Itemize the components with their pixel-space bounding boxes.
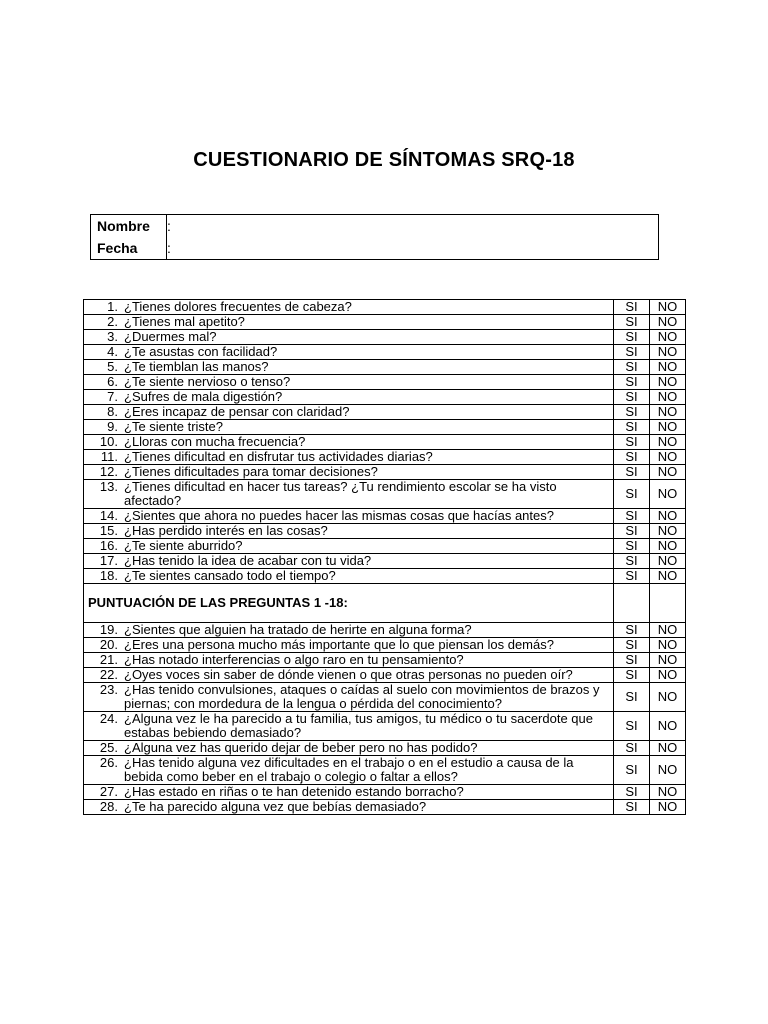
question-cell (84, 360, 614, 375)
answer-si[interactable]: SI (614, 375, 650, 390)
question-text: ¿Alguna vez le ha parecido a tu familia, tus amigos, tu médico o tu sacerdote que estabas bebiendo demasiado? (124, 711, 593, 740)
question-row (84, 800, 686, 815)
question-row (84, 539, 686, 554)
question-item (88, 683, 609, 711)
question-text: ¿Eres una persona mucho más importante que lo que piensan los demás? (124, 637, 554, 652)
answer-no[interactable]: NO (650, 450, 686, 465)
question-cell (84, 569, 614, 584)
question-number: 3. (107, 329, 118, 344)
question-row (84, 375, 686, 390)
answer-si[interactable]: SI (614, 638, 650, 653)
answer-no[interactable]: NO (650, 569, 686, 584)
question-text: ¿Tienes dificultad en disfrutar tus actividades diarias? (124, 449, 433, 464)
question-row (84, 480, 686, 509)
question-cell (84, 300, 614, 315)
question-item (88, 623, 609, 637)
question-row (84, 683, 686, 712)
answer-si[interactable]: SI (614, 683, 650, 712)
answer-no[interactable]: NO (650, 509, 686, 524)
question-cell (84, 375, 614, 390)
question-text: ¿Te siente triste? (124, 419, 223, 434)
question-cell (84, 435, 614, 450)
question-row (84, 785, 686, 800)
question-text: ¿Te siente aburrido? (124, 538, 243, 553)
question-text: ¿Lloras con mucha frecuencia? (124, 434, 306, 449)
answer-no[interactable]: NO (650, 480, 686, 509)
question-item (88, 420, 609, 434)
answer-no[interactable]: NO (650, 330, 686, 345)
question-text: ¿Sientes que ahora no puedes hacer las mismas cosas que hacías antes? (124, 508, 554, 523)
answer-no[interactable]: NO (650, 785, 686, 800)
name-row (91, 215, 659, 238)
question-row (84, 450, 686, 465)
question-number: 14. (99, 508, 118, 523)
answer-no[interactable]: NO (650, 435, 686, 450)
answer-no[interactable]: NO (650, 638, 686, 653)
answer-si[interactable]: SI (614, 405, 650, 420)
question-cell (84, 345, 614, 360)
question-cell (84, 741, 614, 756)
question-text: ¿Te tiemblan las manos? (124, 359, 269, 374)
question-text: ¿Sientes que alguien ha tratado de herirte en alguna forma? (124, 622, 472, 637)
name-separator: : (167, 218, 171, 234)
question-number: 18. (99, 568, 118, 583)
question-cell (84, 800, 614, 815)
question-number: 10. (99, 434, 118, 449)
name-label: Nombre (91, 215, 167, 238)
question-cell (84, 623, 614, 638)
answer-si[interactable]: SI (614, 480, 650, 509)
question-text: ¿Sufres de mala digestión? (124, 389, 283, 404)
question-cell (84, 785, 614, 800)
question-number: 4. (107, 344, 118, 359)
question-item (88, 345, 609, 359)
question-row (84, 653, 686, 668)
question-cell (84, 554, 614, 569)
question-item (88, 741, 609, 755)
answer-no[interactable]: NO (650, 390, 686, 405)
answer-no[interactable]: NO (650, 375, 686, 390)
question-row (84, 360, 686, 375)
question-text: ¿Tienes dificultades para tomar decisiones? (124, 464, 378, 479)
score-no-cell[interactable] (650, 584, 686, 623)
question-row (84, 554, 686, 569)
question-row (84, 668, 686, 683)
answer-si[interactable]: SI (614, 756, 650, 785)
answer-no[interactable]: NO (650, 800, 686, 815)
question-text: ¿Tienes mal apetito? (124, 314, 245, 329)
answer-si[interactable]: SI (614, 785, 650, 800)
question-cell (84, 450, 614, 465)
question-row (84, 390, 686, 405)
question-item (88, 405, 609, 419)
answer-si[interactable]: SI (614, 390, 650, 405)
question-cell (84, 653, 614, 668)
question-item (88, 450, 609, 464)
question-item (88, 375, 609, 389)
question-text: ¿Has tenido alguna vez dificultades en el trabajo o en el estudio a causa de la bebida como beber en el trabajo o colegio o faltar a ellos? (124, 755, 574, 784)
question-item (88, 524, 609, 538)
question-row (84, 712, 686, 741)
answer-no[interactable]: NO (650, 420, 686, 435)
question-text: ¿Tienes dificultad en hacer tus tareas? ¿Tu rendimiento escolar se ha visto afectado? (124, 479, 557, 508)
name-field[interactable] (167, 215, 659, 238)
question-item (88, 315, 609, 329)
question-row (84, 569, 686, 584)
question-number: 7. (107, 389, 118, 404)
question-cell (84, 712, 614, 741)
question-number: 21. (99, 652, 118, 667)
answer-si[interactable]: SI (614, 623, 650, 638)
question-text: ¿Has estado en riñas o te han detenido estando borracho? (124, 784, 464, 799)
answer-no[interactable]: NO (650, 300, 686, 315)
answer-no[interactable]: NO (650, 756, 686, 785)
question-item (88, 330, 609, 344)
answer-no[interactable]: NO (650, 712, 686, 741)
answer-si[interactable]: SI (614, 509, 650, 524)
question-number: 28. (99, 799, 118, 814)
question-text: ¿Oyes voces sin saber de dónde vienen o que otras personas no pueden oír? (124, 667, 573, 682)
answer-si[interactable]: SI (614, 465, 650, 480)
question-cell (84, 315, 614, 330)
answer-si[interactable]: SI (614, 300, 650, 315)
question-text: ¿Te siente nervioso o tenso? (124, 374, 291, 389)
question-number: 8. (107, 404, 118, 419)
question-text: ¿Has tenido convulsiones, ataques o caídas al suelo con movimientos de brazos y piernas; con mordedura de la lengua o pérdida del conocimiento? (124, 682, 600, 711)
answer-si[interactable]: SI (614, 554, 650, 569)
answer-si[interactable]: SI (614, 539, 650, 554)
answer-si[interactable]: SI (614, 420, 650, 435)
question-cell (84, 390, 614, 405)
question-item (88, 785, 609, 799)
answer-si[interactable]: SI (614, 712, 650, 741)
question-number: 12. (99, 464, 118, 479)
question-number: 25. (99, 740, 118, 755)
question-number: 9. (107, 419, 118, 434)
question-text: ¿Te ha parecido alguna vez que bebías demasiado? (124, 799, 427, 814)
info-table (90, 214, 659, 260)
question-cell (84, 330, 614, 345)
answer-si[interactable]: SI (614, 800, 650, 815)
answer-no[interactable]: NO (650, 623, 686, 638)
question-row (84, 330, 686, 345)
question-cell (84, 683, 614, 712)
question-item (88, 539, 609, 553)
answer-si[interactable]: SI (614, 360, 650, 375)
question-row (84, 465, 686, 480)
question-row (84, 638, 686, 653)
question-row (84, 345, 686, 360)
answer-no[interactable]: NO (650, 554, 686, 569)
question-row (84, 300, 686, 315)
question-row (84, 509, 686, 524)
answer-si[interactable]: SI (614, 653, 650, 668)
answer-no[interactable]: NO (650, 360, 686, 375)
answer-no[interactable]: NO (650, 683, 686, 712)
answer-si[interactable]: SI (614, 450, 650, 465)
question-row (84, 435, 686, 450)
answer-si[interactable]: SI (614, 524, 650, 539)
question-cell (84, 420, 614, 435)
question-text: ¿Has tenido la idea de acabar con tu vida? (124, 553, 372, 568)
answer-no[interactable]: NO (650, 539, 686, 554)
answer-no[interactable]: NO (650, 668, 686, 683)
answer-si[interactable]: SI (614, 330, 650, 345)
question-number: 6. (107, 374, 118, 389)
question-cell (84, 524, 614, 539)
question-number: 1. (107, 299, 118, 314)
question-number: 2. (107, 314, 118, 329)
question-cell (84, 480, 614, 509)
answer-no[interactable]: NO (650, 741, 686, 756)
question-item (88, 435, 609, 449)
answer-si[interactable]: SI (614, 345, 650, 360)
question-text: ¿Tienes dolores frecuentes de cabeza? (124, 299, 352, 314)
question-item (88, 465, 609, 479)
question-row (84, 741, 686, 756)
question-item (88, 554, 609, 568)
answer-no[interactable]: NO (650, 405, 686, 420)
question-item (88, 756, 609, 784)
question-item (88, 638, 609, 652)
question-number: 20. (99, 637, 118, 652)
question-number: 19. (99, 622, 118, 637)
question-row (84, 756, 686, 785)
question-item (88, 712, 609, 740)
question-item (88, 300, 609, 314)
question-text: ¿Has perdido interés en las cosas? (124, 523, 328, 538)
answer-si[interactable]: SI (614, 315, 650, 330)
question-cell (84, 756, 614, 785)
question-item (88, 480, 609, 508)
date-row (91, 237, 659, 260)
answer-si[interactable]: SI (614, 435, 650, 450)
date-label: Fecha (91, 237, 167, 260)
question-text: ¿Eres incapaz de pensar con claridad? (124, 404, 350, 419)
date-separator: : (167, 240, 171, 256)
question-cell (84, 509, 614, 524)
question-number: 11. (100, 449, 118, 464)
question-text: ¿Te asustas con facilidad? (124, 344, 278, 359)
answer-no[interactable]: NO (650, 524, 686, 539)
page-title: CUESTIONARIO DE SÍNTOMAS SRQ-18 (193, 149, 575, 171)
question-item (88, 800, 609, 814)
answer-si[interactable]: SI (614, 741, 650, 756)
answer-no[interactable]: NO (650, 653, 686, 668)
question-item (88, 569, 609, 583)
question-row (84, 524, 686, 539)
question-number: 5. (107, 359, 118, 374)
questionnaire-table (83, 299, 686, 815)
question-item (88, 390, 609, 404)
question-row (84, 623, 686, 638)
question-number: 27. (99, 784, 118, 799)
question-text: ¿Has notado interferencias o algo raro en tu pensamiento? (124, 652, 464, 667)
question-number: 26. (99, 755, 118, 770)
question-number: 13. (99, 479, 118, 494)
question-cell (84, 668, 614, 683)
question-cell (84, 405, 614, 420)
question-number: 15. (99, 523, 118, 538)
question-text: ¿Duermes mal? (124, 329, 217, 344)
question-number: 23. (99, 682, 118, 697)
answer-si[interactable]: SI (614, 668, 650, 683)
answer-si[interactable]: SI (614, 569, 650, 584)
date-field[interactable] (167, 237, 659, 260)
question-item (88, 360, 609, 374)
question-row (84, 315, 686, 330)
question-item (88, 653, 609, 667)
score-si-cell[interactable] (614, 584, 650, 623)
question-number: 22. (99, 667, 118, 682)
question-number: 17. (99, 553, 118, 568)
question-item (88, 509, 609, 523)
question-number: 24. (99, 711, 118, 726)
question-text: ¿Alguna vez has querido dejar de beber pero no has podido? (124, 740, 478, 755)
score-section-label: PUNTUACIÓN DE LAS PREGUNTAS 1 -18: (84, 584, 614, 623)
question-row (84, 405, 686, 420)
answer-no[interactable]: NO (650, 345, 686, 360)
question-text: ¿Te sientes cansado todo el tiempo? (124, 568, 336, 583)
answer-no[interactable]: NO (650, 315, 686, 330)
question-number: 16. (99, 538, 118, 553)
question-cell (84, 465, 614, 480)
question-item (88, 668, 609, 682)
answer-no[interactable]: NO (650, 465, 686, 480)
question-cell (84, 539, 614, 554)
score-section-row (84, 584, 686, 623)
question-row (84, 420, 686, 435)
question-cell (84, 638, 614, 653)
